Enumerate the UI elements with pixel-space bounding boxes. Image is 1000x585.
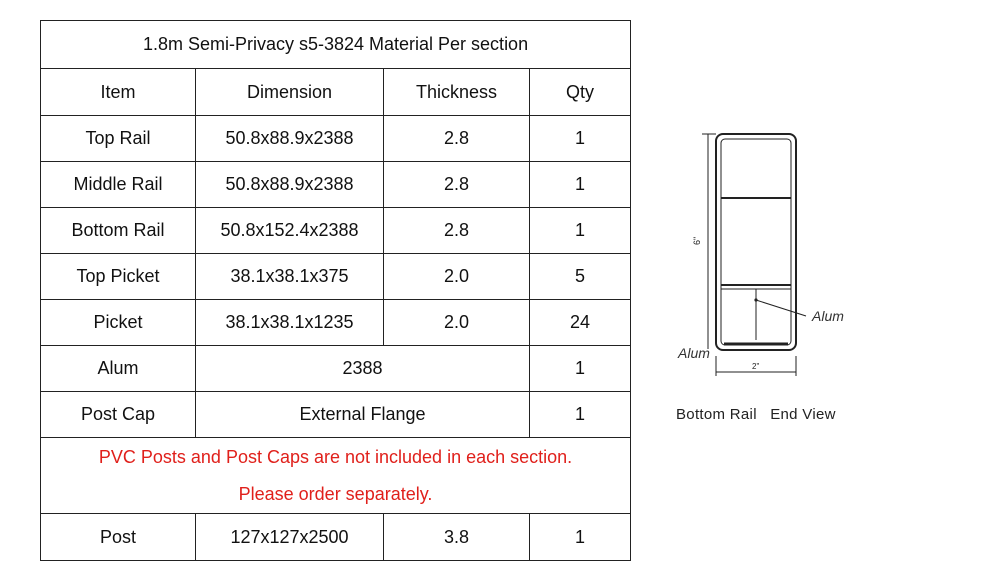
alum-label-right: Alum xyxy=(812,308,844,324)
cell-dimension: External Flange xyxy=(196,392,530,438)
height-dimension-label: 6" xyxy=(692,236,702,245)
width-dimension-label: 2" xyxy=(752,362,760,371)
cell-item: Bottom Rail xyxy=(41,208,196,254)
table-row xyxy=(41,208,631,254)
table-row xyxy=(41,514,631,561)
cell-dimension: 50.8x88.9x2388 xyxy=(196,162,384,208)
bottom-rail-end-view-diagram xyxy=(660,120,900,440)
cell-item: Top Rail xyxy=(41,116,196,162)
table-row xyxy=(41,162,631,208)
header-qty: Qty xyxy=(530,69,631,116)
cell-qty: 1 xyxy=(530,116,631,162)
cell-item: Picket xyxy=(41,300,196,346)
cell-item: Alum xyxy=(41,346,196,392)
alum-label-left: Alum xyxy=(678,345,710,361)
cell-dimension: 38.1x38.1x1235 xyxy=(196,300,384,346)
cell-qty: 1 xyxy=(530,162,631,208)
cell-thickness: 2.8 xyxy=(384,116,530,162)
cell-thickness: 2.0 xyxy=(384,254,530,300)
cell-qty: 1 xyxy=(530,346,631,392)
cell-item: Top Picket xyxy=(41,254,196,300)
table-title: 1.8m Semi-Privacy s5-3824 Material Per section xyxy=(41,21,631,69)
table-row xyxy=(41,300,631,346)
cell-item: Post xyxy=(41,514,196,561)
cell-dimension: 2388 xyxy=(196,346,530,392)
cell-qty: 1 xyxy=(530,514,631,561)
cell-thickness: 2.8 xyxy=(384,162,530,208)
cell-qty: 24 xyxy=(530,300,631,346)
alum-leader-line xyxy=(756,300,806,316)
cell-item: Post Cap xyxy=(41,392,196,438)
cell-dimension: 127x127x2500 xyxy=(196,514,384,561)
note-line-1: PVC Posts and Post Caps are not included in each section. xyxy=(98,446,573,467)
table-row xyxy=(41,254,631,300)
header-item: Item xyxy=(41,69,196,116)
cell-item: Middle Rail xyxy=(41,162,196,208)
table-row xyxy=(41,392,631,438)
cell-thickness: 3.8 xyxy=(384,514,530,561)
cell-dimension: 50.8x152.4x2388 xyxy=(196,208,384,254)
cell-qty: 1 xyxy=(530,208,631,254)
table-row xyxy=(41,116,631,162)
order-note xyxy=(41,438,631,514)
material-table xyxy=(40,20,631,561)
header-dimension: Dimension xyxy=(196,69,384,116)
table-row xyxy=(41,346,631,392)
cell-thickness: 2.0 xyxy=(384,300,530,346)
cell-qty: 1 xyxy=(530,392,631,438)
cell-dimension: 38.1x38.1x375 xyxy=(196,254,384,300)
diagram-caption: Bottom Rail End View xyxy=(676,406,836,423)
cell-qty: 5 xyxy=(530,254,631,300)
cell-thickness: 2.8 xyxy=(384,208,530,254)
cell-dimension: 50.8x88.9x2388 xyxy=(196,116,384,162)
header-thickness: Thickness xyxy=(384,69,530,116)
note-line-2: Please order separately. xyxy=(238,483,433,504)
